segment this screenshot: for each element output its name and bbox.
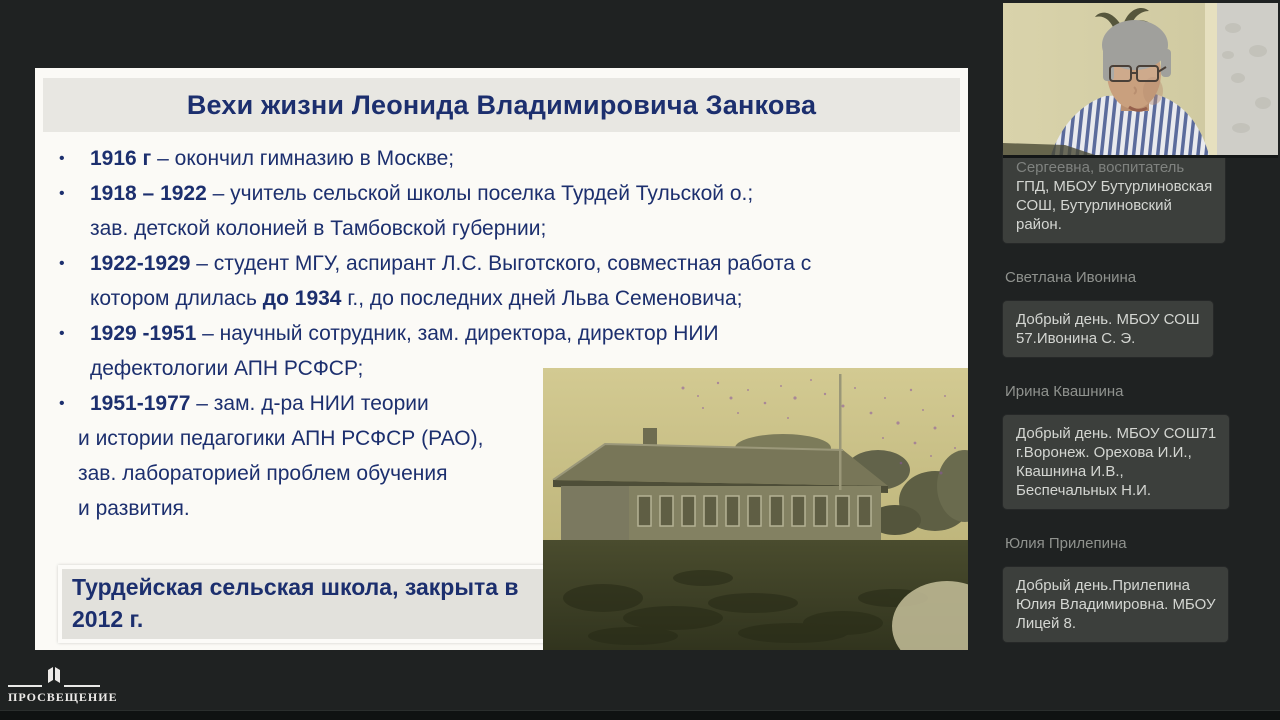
logo-wordmark: ПРОСВЕЩЕНИЕ xyxy=(8,690,118,704)
open-book-icon xyxy=(47,666,61,685)
slide-text-line: • 1922-1929 – студент МГУ, аспирант Л.С. Выготского, совместная работа с xyxy=(47,246,952,281)
slide-title-bar xyxy=(43,78,960,132)
chat-sender-name: Светлана Ивонина xyxy=(1005,269,1137,286)
chat-sender-name: Юлия Прилепина xyxy=(1005,535,1127,552)
bullet-dot: • xyxy=(59,185,65,202)
bullet-dot: • xyxy=(59,325,65,342)
chat-message-line: Добрый день. МБОУ СОШ xyxy=(1016,311,1200,328)
slide-text-line: дефектологии АПН РСФСР; xyxy=(90,357,364,380)
chat-message-line: Лицей 8. xyxy=(1016,615,1077,632)
slide-text-line: котором длилась до 1934 г., до последних дней Льва Семеновича; xyxy=(90,287,743,310)
webcam-video[interactable] xyxy=(1003,3,1278,158)
logo-rule-left xyxy=(8,685,42,687)
slide-title: Вехи жизни Леонида Владимировича Занкова xyxy=(186,89,817,120)
chat-message xyxy=(1003,567,1228,642)
chat-message-line: ГПД, МБОУ Бутурлиновская xyxy=(1016,178,1213,195)
chat-message-line: 57.Ивонина С. Э. xyxy=(1016,330,1136,347)
chat-message xyxy=(1003,415,1229,509)
photo-caption-line: 2012 г. xyxy=(72,606,144,632)
chat-sender-name: Ирина Квашнина xyxy=(1005,383,1124,400)
bullet-dot: • xyxy=(59,395,65,412)
slide-text-line: • 1929 -1951 – научный сотрудник, зам. директора, директор НИИ xyxy=(47,316,952,351)
school-photo xyxy=(543,368,968,650)
chat-message xyxy=(1003,149,1225,243)
slide-text-line: и развития. xyxy=(78,497,190,520)
footer-strip xyxy=(0,710,1280,720)
chat-message-line: район. xyxy=(1016,216,1062,233)
chat-message-line: Добрый день.Прилепина xyxy=(1016,577,1191,594)
chat-message-line: Сергеевна, воспитатель xyxy=(1016,159,1185,176)
chat-message-line: г.Воронеж. Орехова И.И., xyxy=(1016,444,1192,461)
logo-rule-right xyxy=(64,685,100,687)
slide-text-line: • 1951-1977 – зам. д-ра НИИ теории xyxy=(47,386,952,421)
presentation-slide xyxy=(35,68,968,650)
chat-message xyxy=(1003,301,1213,357)
chat-message-line: СОШ, Бутурлиновский xyxy=(1016,197,1172,214)
chat-message-line: Беспечальных Н.И. xyxy=(1016,482,1152,499)
chat-message-line: Юлия Владимировна. МБОУ xyxy=(1016,596,1216,613)
chat-message-line: Добрый день. МБОУ СОШ71 xyxy=(1016,425,1217,442)
slide-text-line: • 1918 – 1922 – учитель сельской школы поселка Турдей Тульской о.; xyxy=(47,176,952,211)
slide-text-line: и истории педагогики АПН РСФСР (РАО), xyxy=(78,427,484,450)
photo-caption-line: Турдейская сельская школа, закрыта в xyxy=(72,574,519,600)
photo-caption-box xyxy=(58,565,558,643)
speaker-video-frame xyxy=(1003,3,1278,155)
chat-panel[interactable] xyxy=(1003,149,1253,642)
chat-message-line: Квашнина И.В., xyxy=(1016,463,1124,480)
bullet-dot: • xyxy=(59,150,65,167)
bullet-dot: • xyxy=(59,255,65,272)
prosveshchenie-logo xyxy=(8,664,118,708)
slide-text-line: зав. детской колонией в Тамбовской губернии; xyxy=(90,217,547,240)
slide-text-line: • 1916 г – окончил гимназию в Москве; xyxy=(47,141,952,176)
slide-text-line: зав. лабораторией проблем обучения xyxy=(78,462,448,485)
